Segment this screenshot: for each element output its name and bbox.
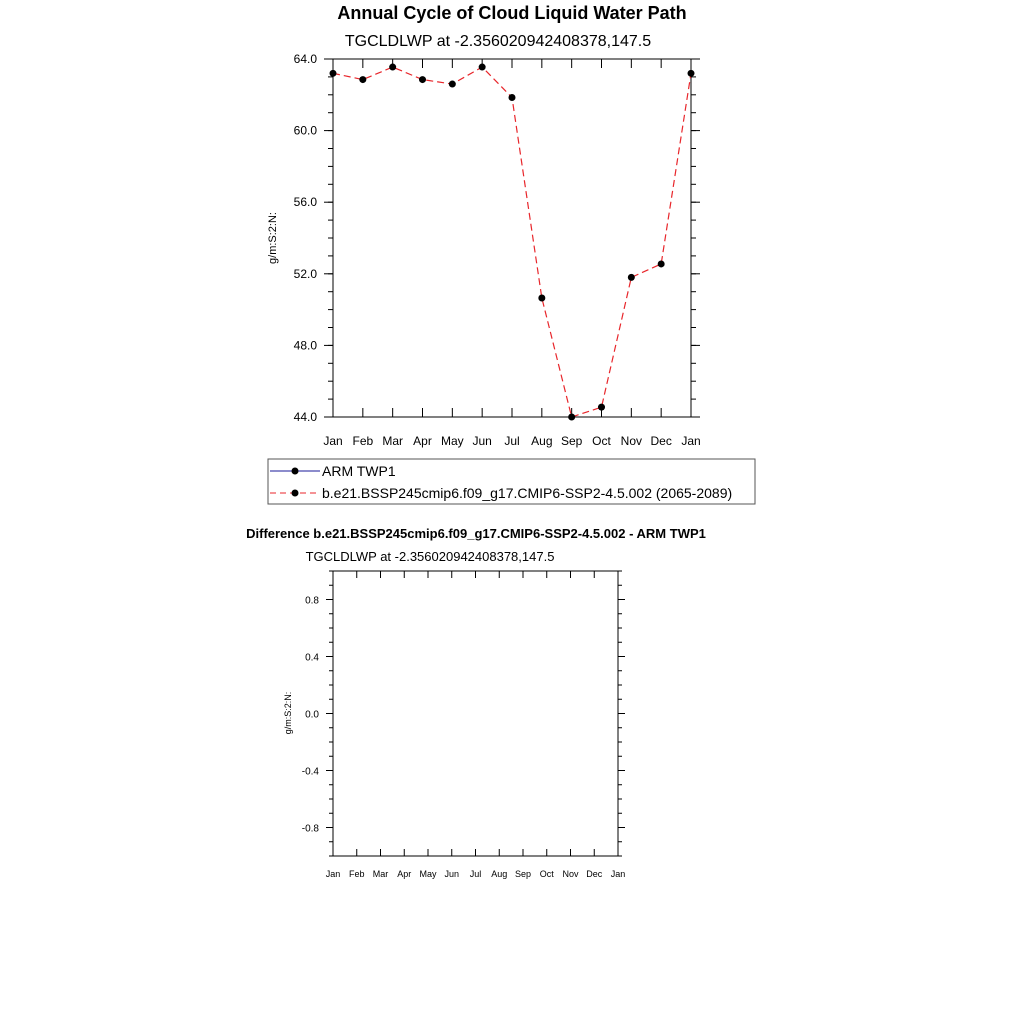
data-point bbox=[658, 260, 665, 267]
x-tick-label: May bbox=[419, 869, 437, 879]
x-tick-label: Jan bbox=[681, 434, 701, 448]
legend-marker-arm bbox=[292, 468, 299, 475]
y-tick-label: 60.0 bbox=[293, 123, 317, 138]
x-tick-label: Dec bbox=[650, 434, 672, 448]
data-point bbox=[568, 414, 575, 421]
x-tick-label: Jun bbox=[472, 434, 492, 448]
data-point bbox=[598, 404, 605, 411]
x-tick-label: Aug bbox=[531, 434, 553, 448]
data-point bbox=[389, 64, 396, 71]
diff-chart-subtitle: TGCLDLWP at -2.356020942408378,147.5 bbox=[305, 549, 555, 564]
x-tick-label: Jul bbox=[469, 869, 482, 879]
data-point bbox=[628, 274, 635, 281]
y-tick-label: 44.0 bbox=[293, 410, 317, 424]
top-axis-ticks bbox=[324, 59, 700, 417]
diff-plot-frame bbox=[333, 571, 618, 856]
x-tick-label: Mar bbox=[382, 434, 404, 448]
y-tick-label: 0.8 bbox=[305, 595, 319, 607]
x-tick-label: Sep bbox=[560, 434, 583, 448]
top-y-tick-labels bbox=[294, 52, 318, 424]
y-tick-label: 0.0 bbox=[305, 709, 319, 721]
x-tick-label: Oct bbox=[592, 434, 611, 448]
diff-y-axis-label: g/m:S:2:N: bbox=[283, 691, 293, 735]
x-tick-label: Mar bbox=[372, 869, 389, 879]
diff-y-tick-labels bbox=[302, 596, 320, 835]
top-plot-frame bbox=[333, 59, 691, 417]
data-point bbox=[479, 64, 486, 71]
data-point bbox=[509, 94, 516, 101]
y-tick-label: 56.0 bbox=[293, 195, 317, 210]
data-point bbox=[330, 70, 337, 77]
x-tick-label: Aug bbox=[491, 869, 508, 879]
x-tick-label: Jul bbox=[504, 434, 520, 448]
x-tick-label: Oct bbox=[539, 869, 554, 879]
top-series-group bbox=[330, 64, 695, 421]
x-tick-label: Feb bbox=[348, 869, 365, 879]
chart-subtitle: TGCLDLWP at -2.356020942408378,147.5 bbox=[344, 33, 652, 50]
x-tick-label: Jan bbox=[610, 869, 626, 879]
x-tick-label: Apr bbox=[413, 434, 432, 448]
x-tick-label: Feb bbox=[352, 434, 374, 448]
data-point bbox=[538, 294, 545, 301]
x-tick-label: May bbox=[440, 434, 464, 448]
x-tick-label: Jan bbox=[325, 869, 341, 879]
legend-marker-model bbox=[292, 490, 299, 497]
legend-label-model: b.e21.BSSP245cmip6.f09_g17.CMIP6-SSP2-4.5.002 (2065-2089) bbox=[322, 485, 733, 501]
diff-chart-title: Difference b.e21.BSSP245cmip6.f09_g17.CMIP6-SSP2-4.5.002 - ARM TWP1 bbox=[246, 526, 706, 541]
x-tick-label: Apr bbox=[397, 869, 412, 879]
chart-title: Annual Cycle of Cloud Liquid Water Path bbox=[337, 3, 687, 23]
y-tick-label: -0.8 bbox=[301, 823, 319, 835]
top-y-axis-label: g/m:S:2:N: bbox=[267, 212, 279, 264]
y-tick-label: 64.0 bbox=[293, 52, 317, 66]
x-tick-label: Jun bbox=[444, 869, 460, 879]
data-point bbox=[688, 70, 695, 77]
diff-x-tick-labels bbox=[326, 869, 626, 879]
diff-axis-ticks bbox=[326, 571, 625, 856]
data-point bbox=[359, 76, 366, 83]
series-line-1 bbox=[333, 67, 691, 417]
x-tick-label: Dec bbox=[586, 869, 603, 879]
data-point bbox=[419, 76, 426, 83]
x-tick-label: Nov bbox=[562, 869, 579, 879]
y-tick-label: 0.4 bbox=[305, 652, 319, 664]
y-tick-label: 52.0 bbox=[293, 266, 317, 281]
y-tick-label: 48.0 bbox=[293, 338, 317, 353]
x-tick-label: Jan bbox=[323, 434, 343, 448]
legend-label-arm: ARM TWP1 bbox=[322, 463, 396, 479]
x-tick-label: Nov bbox=[620, 434, 643, 448]
y-tick-label: -0.4 bbox=[301, 766, 319, 778]
data-point bbox=[449, 81, 456, 88]
x-tick-label: Sep bbox=[514, 869, 532, 879]
top-x-tick-labels bbox=[323, 434, 700, 448]
